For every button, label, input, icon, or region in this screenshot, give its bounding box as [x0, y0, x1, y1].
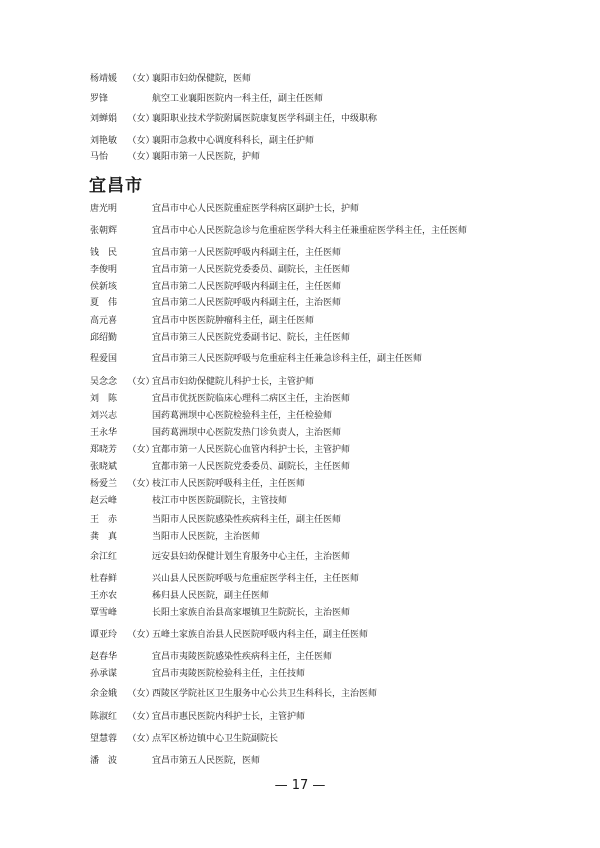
- person-name: 张朝辉: [90, 226, 118, 236]
- person-description: 宜都市第一人民医院党委委员、副院长，主任医师: [152, 462, 351, 472]
- person-name: 侯新垓: [90, 282, 118, 292]
- person-name: 唐光明: [90, 204, 118, 214]
- gender-note: （女）: [127, 734, 155, 744]
- gender-note: （女）: [127, 136, 155, 146]
- person-name: 刘艳敏: [90, 136, 118, 146]
- person-name: 杨靖媛: [90, 74, 118, 84]
- person-name: 赵春华: [90, 652, 118, 662]
- gender-note: （女）: [127, 74, 155, 84]
- person-name: 杨爱兰: [90, 479, 118, 489]
- person-description: 宜昌市第二人民医院呼吸内科副主任，主任医师: [152, 282, 342, 292]
- person-name: 吴念念: [90, 377, 118, 387]
- person-description: 宜都市第一人民医院心血管内科护士长，主管护师: [152, 445, 351, 455]
- person-name: 程爱国: [90, 354, 118, 364]
- person-name: 王永华: [90, 428, 118, 438]
- person-name: 望慧蓉: [90, 734, 118, 744]
- person-description: 枝江市中医医院副院长，主管技师: [152, 496, 288, 506]
- person-name: 余金娥: [90, 689, 118, 699]
- person-description: 宜昌市妇幼保健院儿科护士长，主管护师: [152, 377, 315, 387]
- section-heading: 宜昌市: [89, 176, 143, 196]
- gender-note: （女）: [127, 479, 155, 489]
- person-description: 国药葛洲坝中心医院发热门诊负责人，主治医师: [152, 428, 342, 438]
- person-name: 谭亚玲: [90, 630, 118, 640]
- person-name: 赵云峰: [90, 496, 118, 506]
- person-description: 航空工业襄阳医院内一科主任，副主任医师: [152, 94, 324, 104]
- person-name: 龚 真: [90, 532, 118, 542]
- gender-note: （女）: [127, 152, 155, 162]
- person-description: 襄阳市第一人民医院，护师: [152, 152, 261, 162]
- person-name: 马怡: [90, 152, 109, 162]
- person-description: 襄阳职业技术学院附属医院康复医学科副主任，中级职称: [152, 114, 378, 124]
- person-name: 李俊明: [90, 265, 118, 275]
- person-description: 宜昌市优抚医院临床心理科二病区主任，主治医师: [152, 394, 351, 404]
- person-name: 刘蝉娟: [90, 114, 118, 124]
- person-description: 兴山县人民医院呼吸与危重症医学科主任，主任医师: [152, 574, 360, 584]
- person-name: 潘 波: [90, 756, 118, 766]
- person-description: 宜昌市第一人民医院呼吸内科副主任，主任医师: [152, 248, 342, 258]
- person-description: 长阳土家族自治县高家堰镇卫生院院长，主治医师: [152, 608, 351, 618]
- person-description: 宜昌市第一人民医院党委委员、副院长，主任医师: [152, 265, 351, 275]
- person-description: 宜昌市第三人民医院呼吸与危重症科主任兼急诊科主任，副主任医师: [152, 354, 423, 364]
- gender-note: （女）: [127, 445, 155, 455]
- person-description: 五峰土家族自治县人民医院呼吸内科主任，副主任医师: [152, 630, 369, 640]
- gender-note: （女）: [127, 377, 155, 387]
- person-description: 宜昌市第五人民医院，医师: [152, 756, 261, 766]
- person-name: 刘 陈: [90, 394, 118, 404]
- person-description: 宜昌市惠民医院内科护士长，主管护师: [152, 712, 306, 722]
- person-description: 襄阳市急救中心调度科科长，副主任护师: [152, 136, 315, 146]
- person-name: 邱绍勤: [90, 333, 118, 343]
- person-description: 当阳市人民医院感染性疾病科主任，副主任医师: [152, 515, 342, 525]
- person-name: 杜春鲜: [90, 574, 118, 584]
- person-name: 高元喜: [90, 316, 118, 326]
- person-description: 宜昌市夷陵医院感染性疾病科主任，主任医师: [152, 652, 333, 662]
- person-description: 秭归县人民医院，副主任医师: [152, 591, 270, 601]
- gender-note: （女）: [127, 114, 155, 124]
- person-name: 王 赤: [90, 515, 118, 525]
- person-description: 宜昌市中心人民医院急诊与危重症医学科大科主任兼重症医学科主任，主任医师: [152, 226, 468, 236]
- person-description: 宜昌市第三人民医院党委副书记、院长，主任医师: [152, 333, 351, 343]
- gender-note: （女）: [127, 689, 155, 699]
- person-description: 宜昌市夷陵医院检验科主任，主任技师: [152, 669, 306, 679]
- person-name: 罗锋: [90, 94, 109, 104]
- page-number: — 17 —: [274, 778, 326, 793]
- person-name: 张晓斌: [90, 462, 118, 472]
- person-name: 刘兴志: [90, 411, 118, 421]
- person-description: 国药葛洲坝中心医院检验科主任，主任检验师: [152, 411, 333, 421]
- person-description: 远安县妇幼保健计划生育服务中心主任，主治医师: [152, 552, 351, 562]
- person-description: 点军区桥边镇中心卫生院副院长: [152, 734, 279, 744]
- person-name: 覃雪峰: [90, 608, 118, 618]
- person-description: 宜昌市第二人民医院呼吸内科副主任，主治医师: [152, 298, 342, 308]
- gender-note: （女）: [127, 712, 155, 722]
- person-name: 钱 民: [90, 248, 118, 258]
- person-description: 西陵区学院社区卫生服务中心公共卫生科科长，主治医师: [152, 689, 378, 699]
- person-description: 襄阳市妇幼保健院，医师: [152, 74, 252, 84]
- person-name: 夏 伟: [90, 298, 118, 308]
- person-name: 陈淑红: [90, 712, 118, 722]
- person-description: 当阳市人民医院，主治医师: [152, 532, 261, 542]
- person-name: 余江红: [90, 552, 118, 562]
- person-name: 王亦农: [90, 591, 118, 601]
- person-description: 宜昌市中心人民医院重症医学科病区副护士长，护师: [152, 204, 360, 214]
- person-description: 枝江市人民医院呼吸科主任，主任医师: [152, 479, 306, 489]
- gender-note: （女）: [127, 630, 155, 640]
- person-name: 孙承谋: [90, 669, 118, 679]
- person-description: 宜昌市中医医院肿瘤科主任，副主任医师: [152, 316, 315, 326]
- person-name: 郑晓芳: [90, 445, 118, 455]
